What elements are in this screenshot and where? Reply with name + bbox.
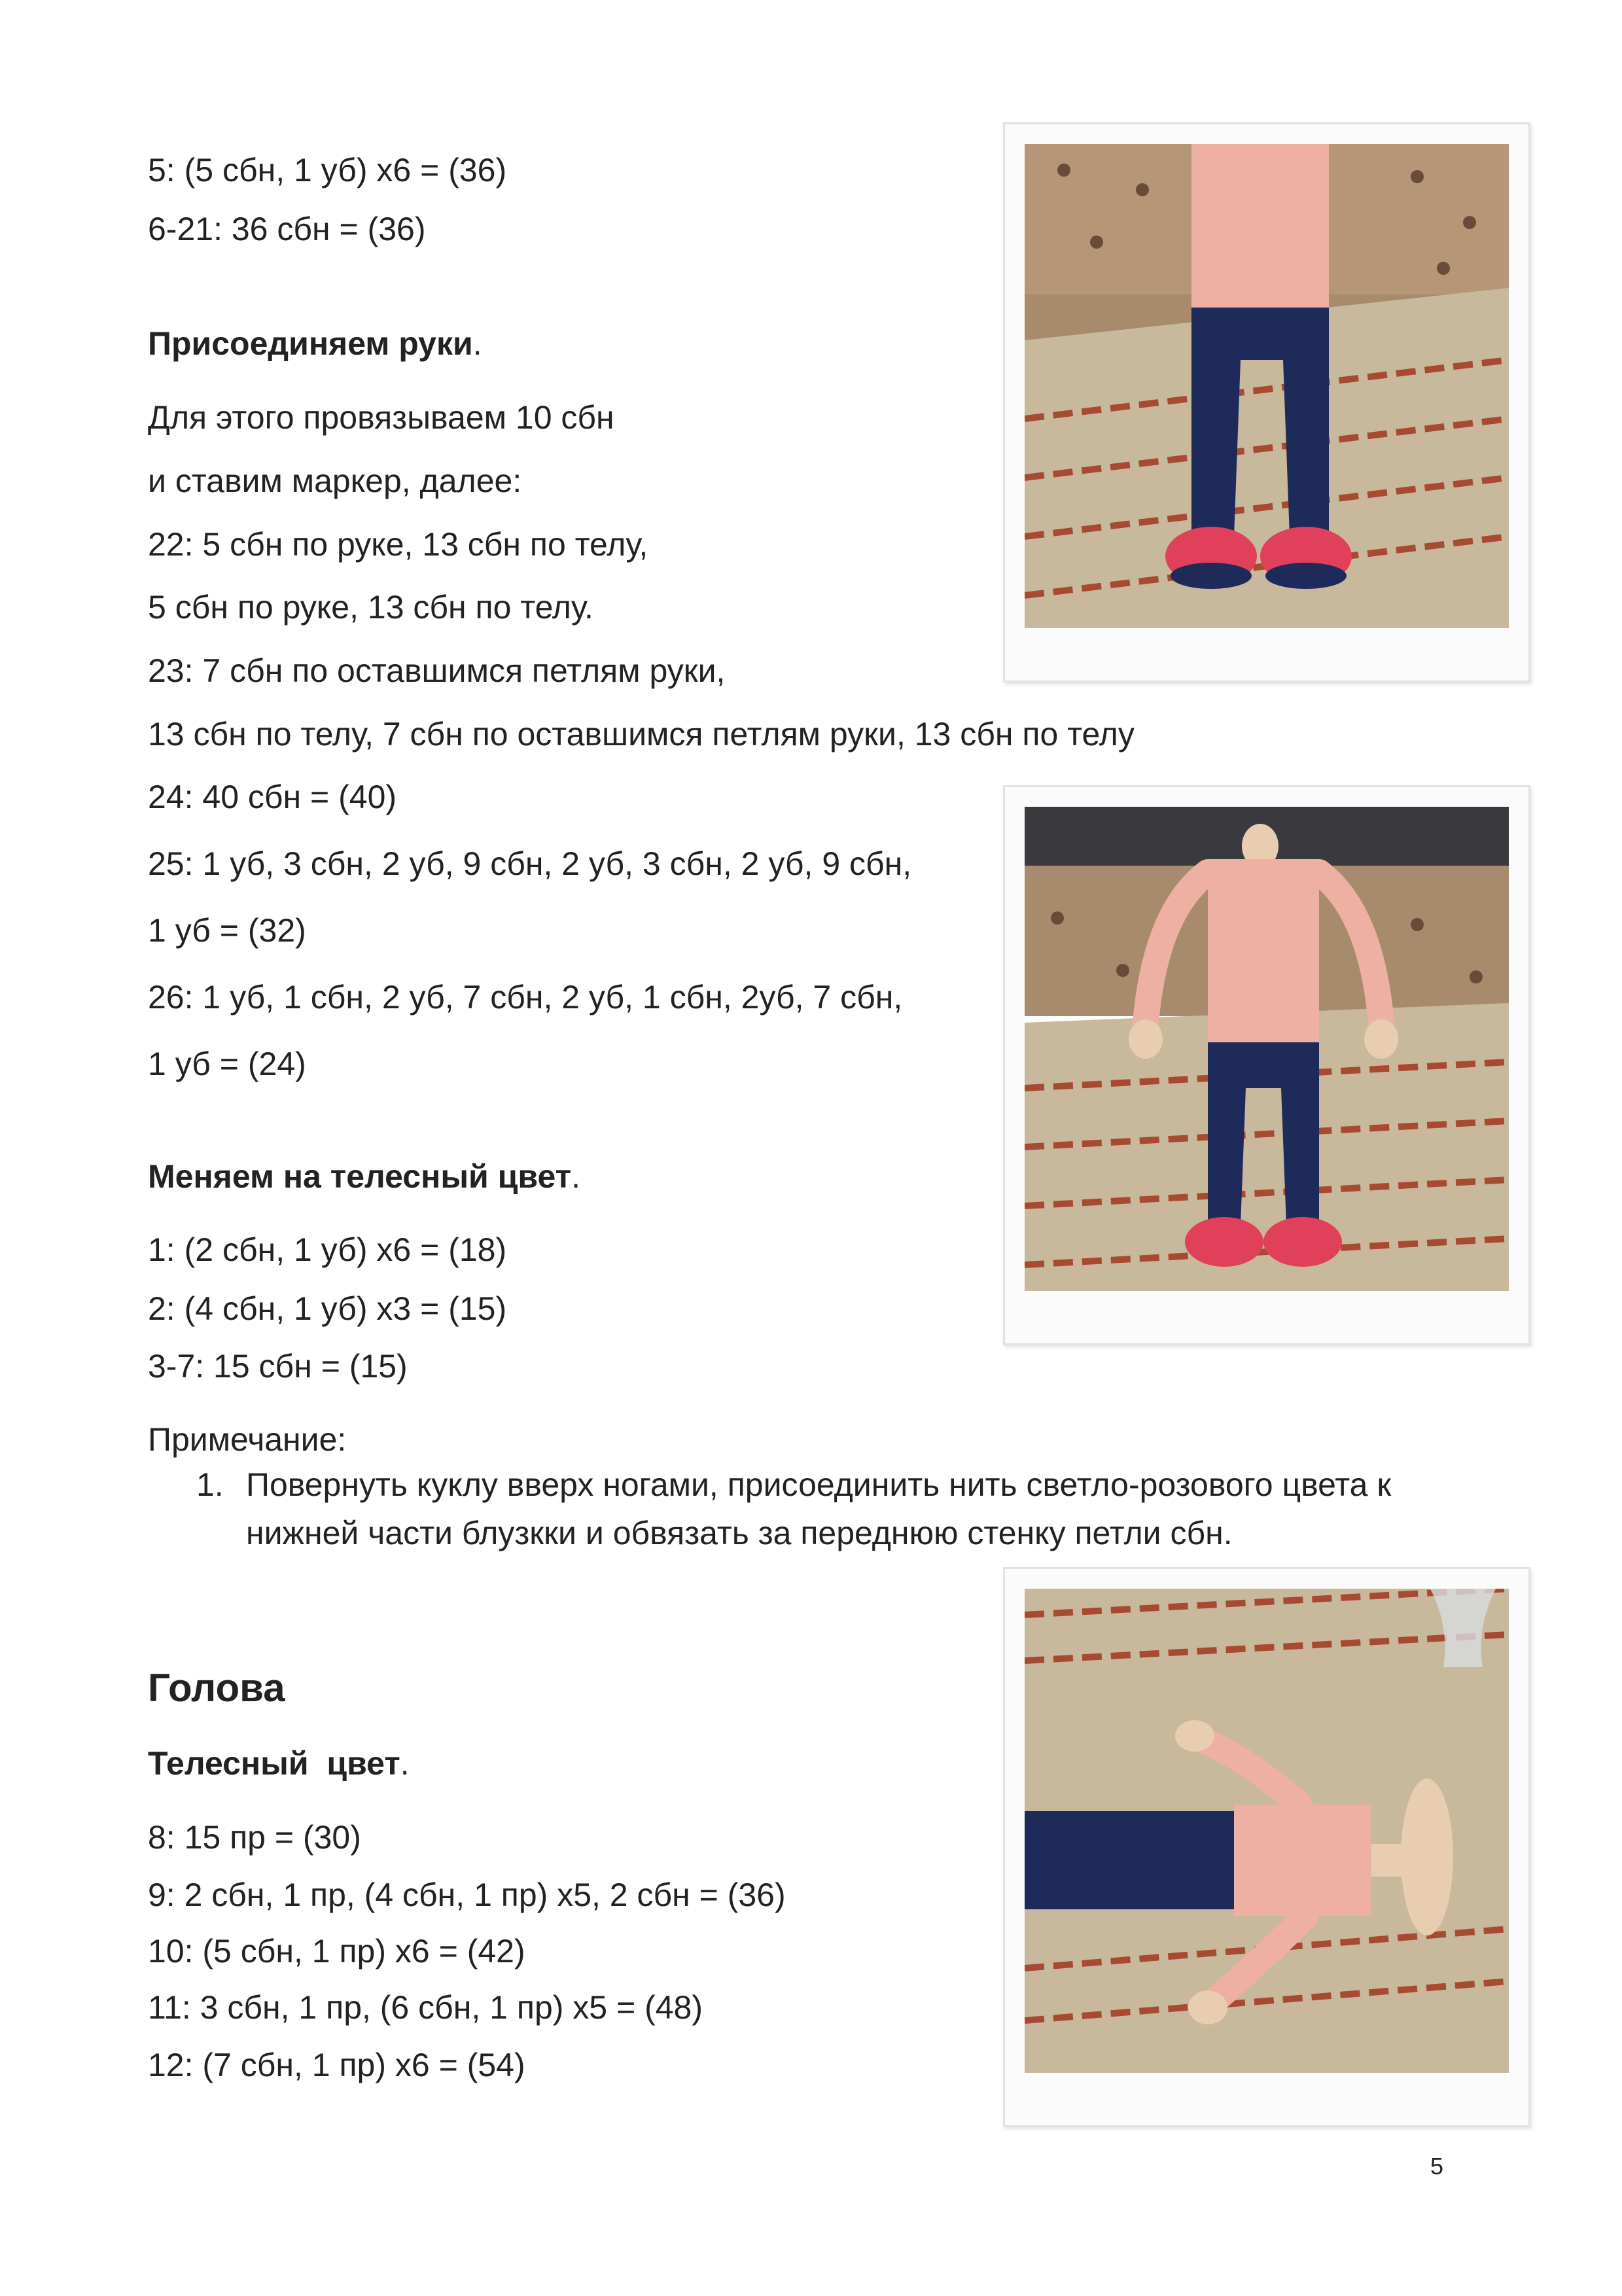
head-row-8: 8: 15 пр = (30) — [148, 1819, 361, 1856]
page-number: 5 — [1430, 2153, 1444, 2180]
photo-frame-3 — [1003, 1567, 1530, 2127]
head-row-12: 12: (7 сбн, 1 пр) х6 = (54) — [148, 2047, 525, 2083]
photo-frame-1 — [1003, 122, 1530, 682]
row-26a: 26: 1 уб, 1 сбн, 2 уб, 7 сбн, 2 уб, 1 сбн, 2уб, 7 сбн, — [148, 979, 903, 1016]
flesh-change-heading — [148, 1157, 580, 1196]
attach-arms-intro-2: и ставим маркер, далее: — [148, 463, 522, 499]
attach-arms-heading-dot: . — [472, 325, 482, 362]
row-5: 5: (5 сбн, 1 уб) х6 = (36) — [148, 152, 507, 188]
head-subheading — [148, 1744, 410, 1783]
row-26b: 1 уб = (24) — [148, 1046, 306, 1082]
note-item — [196, 1460, 1538, 1559]
head-row-9: 9: 2 сбн, 1 пр, (4 сбн, 1 пр) х5, 2 сбн = (36) — [148, 1877, 786, 1913]
note-item-line-1: Повернуть куклу вверх ногами, присоединить нить светло-розового цвета к — [246, 1466, 1392, 1503]
row-25b: 1 уб = (32) — [148, 912, 306, 949]
row-22b: 5 сбн по руке, 13 сбн по телу. — [148, 589, 593, 626]
doll-body-with-arms-icon — [1025, 807, 1509, 1291]
attach-arms-intro-1: Для этого провязываем 10 сбн — [148, 399, 614, 436]
flesh-change-heading-dot: . — [571, 1158, 581, 1195]
flesh-row-2: 2: (4 сбн, 1 уб) х3 = (15) — [148, 1290, 507, 1327]
attach-arms-heading-text: Присоединяем руки — [148, 325, 473, 362]
row-23b: 13 сбн по телу, 7 сбн по оставшимся петлям руки, 13 сбн по телу — [148, 716, 1135, 752]
head-section-title: Голова — [148, 1666, 285, 1710]
flesh-row-3-7: 3-7: 15 сбн = (15) — [148, 1348, 408, 1385]
row-22a: 22: 5 сбн по руке, 13 сбн по телу, — [148, 526, 648, 563]
flesh-row-1: 1: (2 сбн, 1 уб) х6 = (18) — [148, 1231, 507, 1268]
row-25a: 25: 1 уб, 3 сбн, 2 уб, 9 сбн, 2 уб, 3 сбн, 2 уб, 9 сбн, — [148, 845, 912, 882]
note-label: Примечание: — [148, 1421, 347, 1458]
attach-arms-heading — [148, 324, 482, 363]
head-row-11: 11: 3 сбн, 1 пр, (6 сбн, 1 пр) х5 = (48) — [148, 1989, 703, 2026]
row-23a: 23: 7 сбн по оставшимся петлям руки, — [148, 652, 726, 689]
row-24: 24: 40 сбн = (40) — [148, 779, 397, 815]
head-subheading-text: Телесный цвет — [148, 1745, 400, 1782]
doll-lying-on-table-icon — [1025, 1589, 1509, 2073]
row-6-21: 6-21: 36 сбн = (36) — [148, 211, 426, 247]
head-row-10: 10: (5 сбн, 1 пр) х6 = (42) — [148, 1933, 525, 1969]
doll-body-standing-legs-icon — [1025, 144, 1509, 628]
note-item-line-2: нижней части блузкки и обвязать за переднюю стенку петли сбн. — [246, 1515, 1233, 1551]
head-subheading-dot: . — [400, 1745, 410, 1782]
photo-frame-2 — [1003, 785, 1530, 1345]
note-item-number: 1. — [196, 1466, 224, 1503]
flesh-change-heading-text: Меняем на телесный цвет — [148, 1158, 572, 1195]
